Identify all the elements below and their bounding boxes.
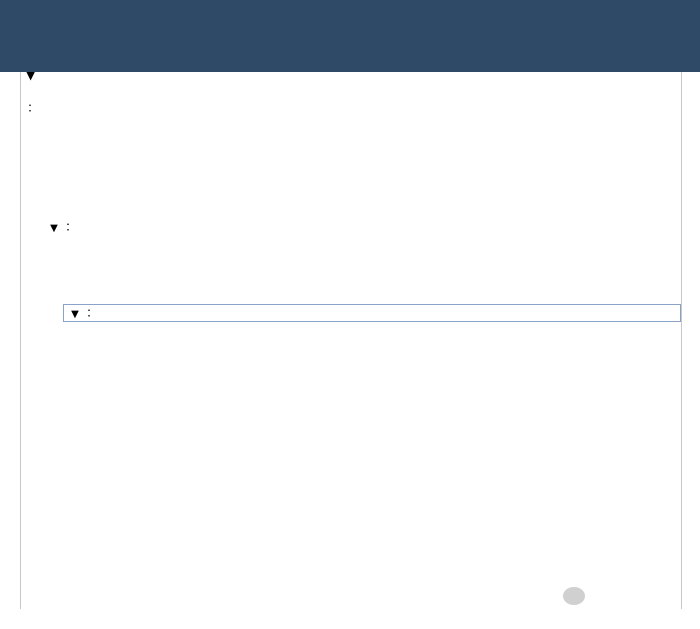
examples-heading[interactable]: ▼ ： xyxy=(63,304,681,322)
triangle-down-icon[interactable]: ▼ xyxy=(50,223,58,234)
report-frame xyxy=(20,72,682,609)
watermark xyxy=(563,581,589,611)
feature-heading[interactable]: ： xyxy=(27,101,41,116)
collapse-icon[interactable]: ▼ xyxy=(26,72,36,82)
outline-heading[interactable]: ▼ ： xyxy=(43,219,681,236)
banner-title xyxy=(0,0,700,72)
wechat-icon xyxy=(563,587,585,605)
triangle-down-icon[interactable]: ▼ xyxy=(71,309,79,320)
